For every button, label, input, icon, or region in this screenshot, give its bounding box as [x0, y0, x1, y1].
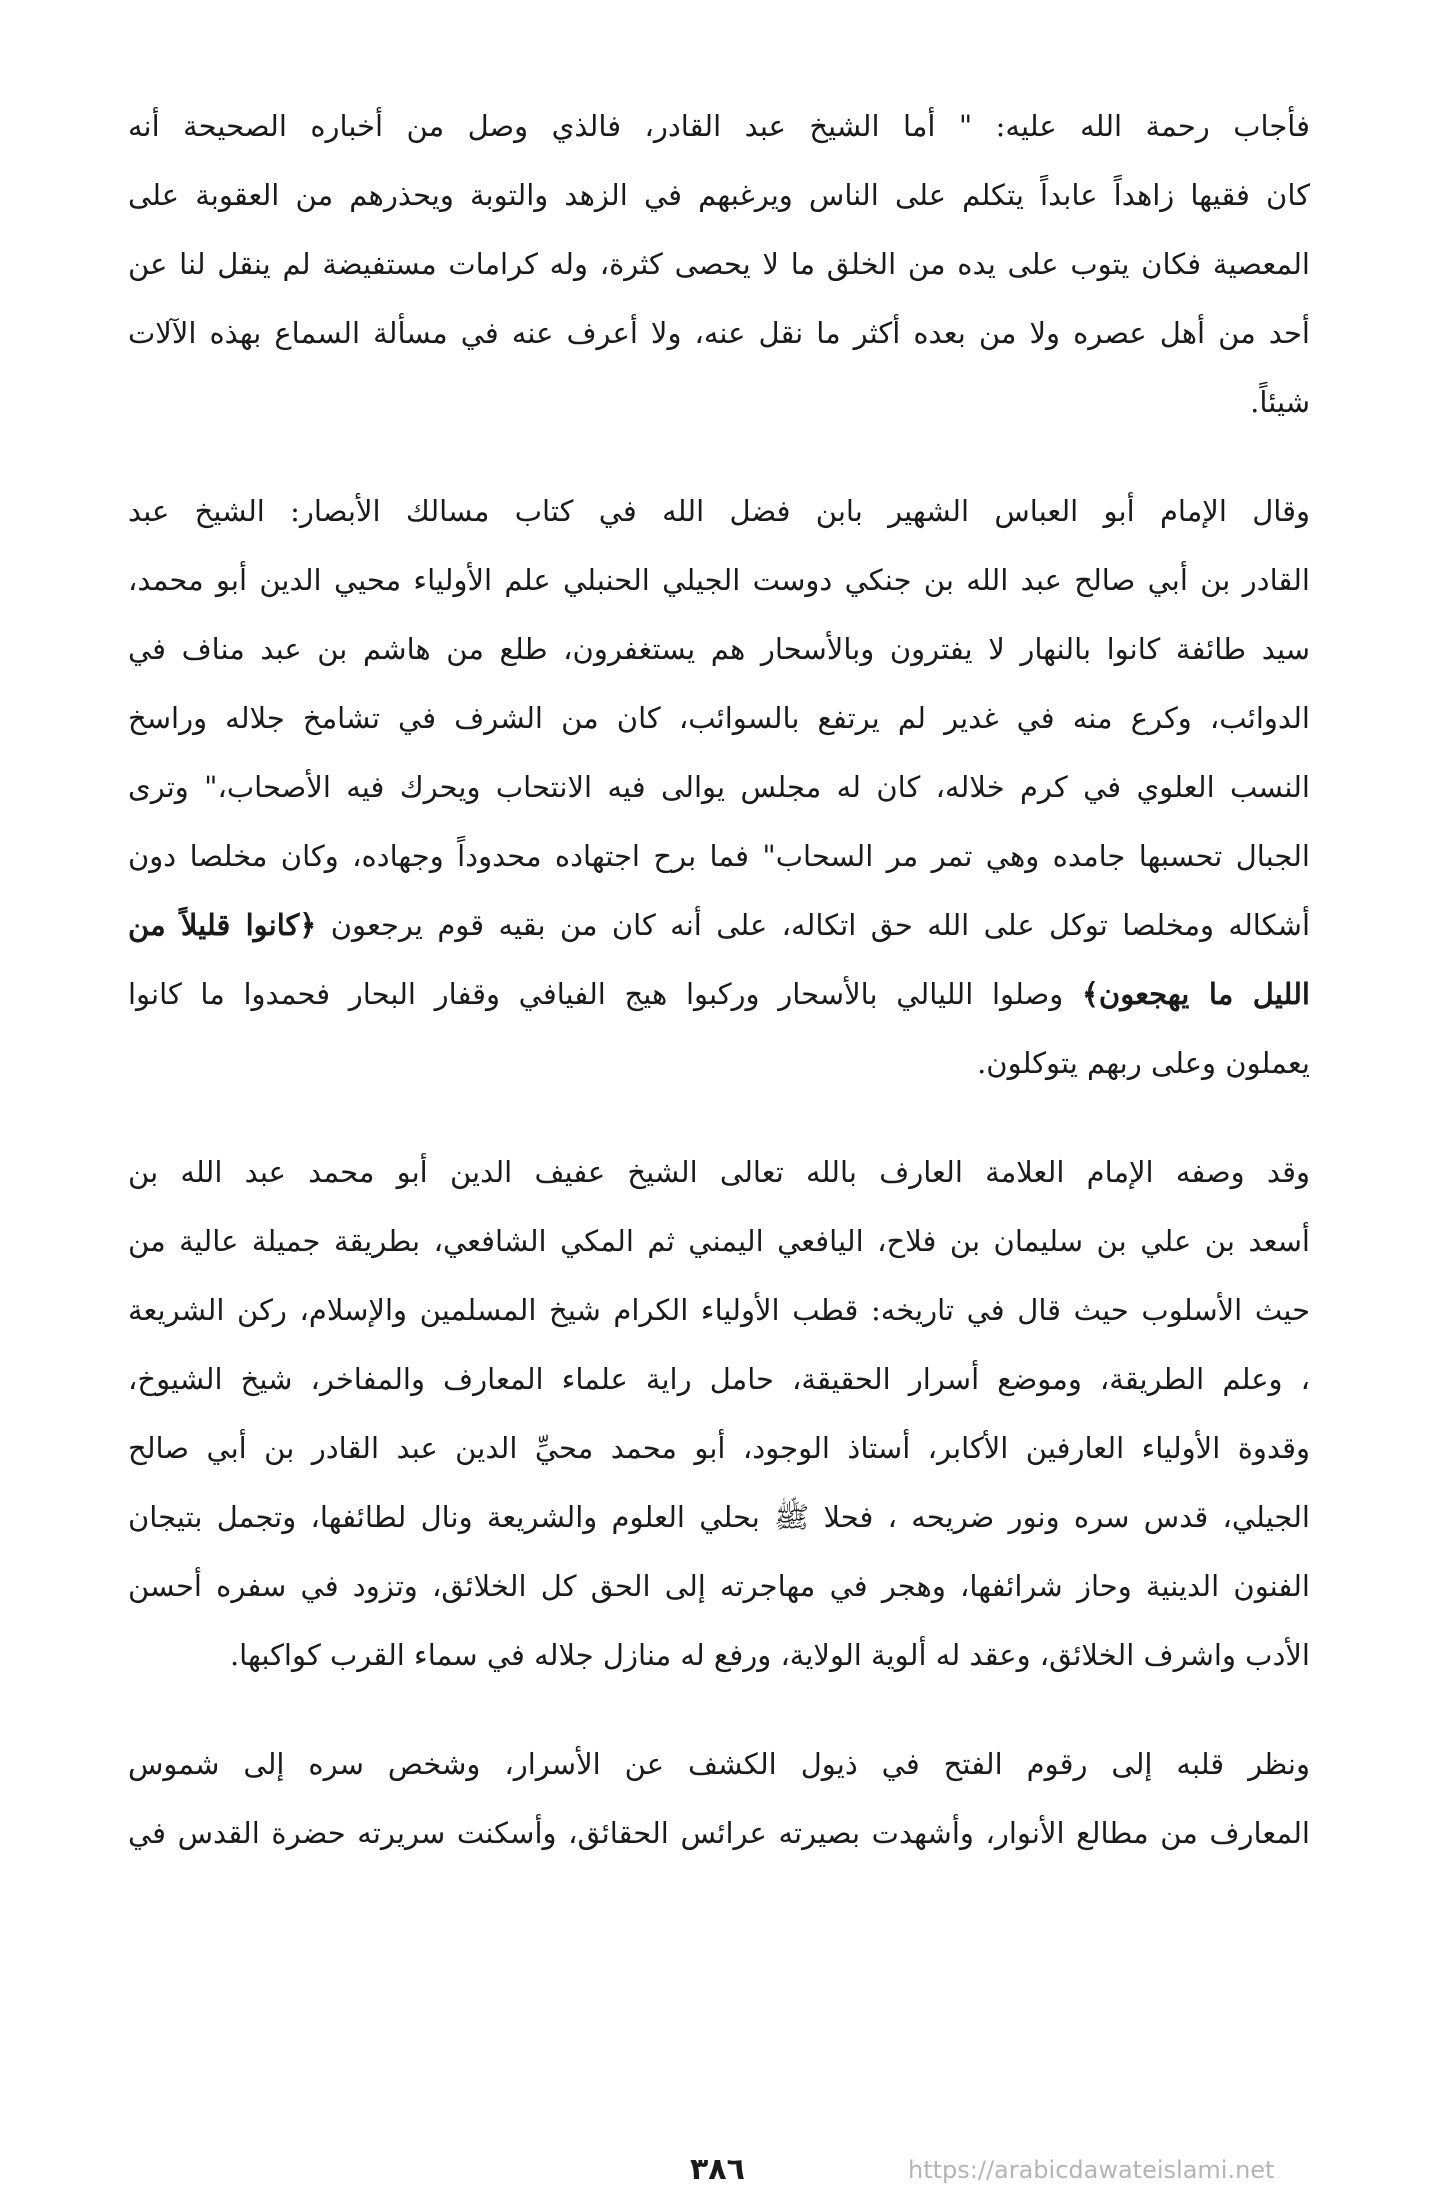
page-number: ٣٨٦ [690, 2152, 745, 2187]
quran-quote-end: الليل ما يهجعون﴾ [1081, 977, 1310, 1011]
text-line: وقدوة الأولياء العارفين الأكابر، أستاذ الوجود، أبو محمد محيِّ الدين عبد القادر بن أبي صالح [128, 1431, 1310, 1465]
text-line: فأجاب رحمة الله عليه: " أما الشيخ عبد القادر، فالذي وصل من أخباره الصحيحة أنه [128, 109, 1310, 143]
text-line: ونظر قلبه إلى رقوم الفتح في ذيول الكشف عن الأسرار، وشخص سره إلى شموس [128, 1747, 1310, 1781]
text-line: وقال الإمام أبو العباس الشهير بابن فضل الله في كتاب مسالك الأبصار: الشيخ عبد [128, 494, 1310, 528]
text-line: الجبال تحسبها جامده وهي تمر مر السحاب" فما برح اجتهاده محدوداً وجهاده، وكان مخلصا دون [128, 839, 1310, 873]
text-line: الأدب واشرف الخلائق، وعقد له ألوية الولاية، ورفع له منازل جلاله في سماء القرب كواكبها. [229, 1638, 1310, 1672]
paragraph-1 [128, 92, 1310, 437]
document-page [128, 92, 1310, 1908]
text-line: شيئاً. [1250, 385, 1310, 419]
text-line: الفنون الدينية وحاز شرائفها، وهجر في مهاجرته إلى الحق كل الخلائق، وتزود في سفره أحسن [128, 1569, 1310, 1603]
text-segment: أشكاله ومخلصا توكل على الله حق اتكاله، على أنه كان من بقيه قوم يرجعون [330, 908, 1310, 942]
text-line: أحد من أهل عصره ولا من بعده أكثر ما نقل عنه، ولا أعرف عنه في مسألة السماع بهذه الآلات [128, 316, 1310, 350]
text-line: الدوائب، وكرع منه في غدير لم يرتفع بالسوائب، كان من الشرف في تشامخ جلاله وراسخ [128, 701, 1310, 735]
quran-quote-start: ﴿كانوا قليلاً من [128, 908, 317, 942]
text-line: وقد وصفه الإمام العلامة العارف بالله تعالى الشيخ عفيف الدين أبو محمد عبد الله بن [128, 1155, 1310, 1189]
paragraph-2 [128, 477, 1310, 1098]
text-segment: وصلوا الليالي بالأسحار وركبوا هيج الفيافي وقفار البحار فحمدوا ما كانوا [128, 977, 1082, 1011]
paragraph-3 [128, 1138, 1310, 1690]
watermark-url: https://arabicdawateislami.net [908, 2156, 1275, 2184]
text-line: النسب العلوي في كرم خلاله، كان له مجلس يوالى فيه الانتحاب ويحرك فيه الأصحاب،" وترى [128, 770, 1310, 804]
text-line: القادر بن أبي صالح عبد الله بن جنكي دوست الجيلي الحنبلي علم الأولياء محيي الدين أبو محمد، [128, 563, 1310, 597]
text-line: الجيلي، قدس سره ونور ضريحه ، فحلا ﷺ بحلي العلوم والشريعة ونال لطائفها، وتجمل بتيجان [128, 1500, 1310, 1534]
paragraph-4 [128, 1730, 1310, 1868]
text-line: أسعد بن علي بن سليمان بن فلاح، اليافعي اليمني ثم المكي الشافعي، بطريقة جميلة عالية من [128, 1224, 1310, 1258]
text-line: المعصية فكان يتوب على يده من الخلق ما لا يحصى كثرة، وله كرامات مستفيضة لم ينقل لنا عن [128, 247, 1310, 281]
text-line: سيد طائفة كانوا بالنهار لا يفترون وبالأسحار هم يستغفرون، طلع من هاشم بن عبد مناف في [128, 632, 1310, 666]
text-line: يعملون وعلى ربهم يتوكلون. [977, 1046, 1310, 1080]
text-line-with-quote [128, 891, 1310, 960]
text-line: المعارف من مطالع الأنوار، وأشهدت بصيرته عرائس الحقائق، وأسكنت سريرته حضرة القدس في [128, 1816, 1310, 1850]
text-line: كان فقيها زاهداً عابداً يتكلم على الناس ويرغبهم في الزهد والتوبة ويحذرهم من العقوبة على [128, 178, 1310, 212]
text-line-with-quote [128, 960, 1310, 1029]
text-line: ، وعلم الطريقة، وموضع أسرار الحقيقة، حامل راية علماء المعارف والمفاخر، شيخ الشيوخ، [128, 1362, 1310, 1396]
text-line: حيث الأسلوب حيث قال في تاريخه: قطب الأولياء الكرام شيخ المسلمين والإسلام، ركن الشريعة [128, 1293, 1310, 1327]
page-footer [0, 2152, 1454, 2188]
